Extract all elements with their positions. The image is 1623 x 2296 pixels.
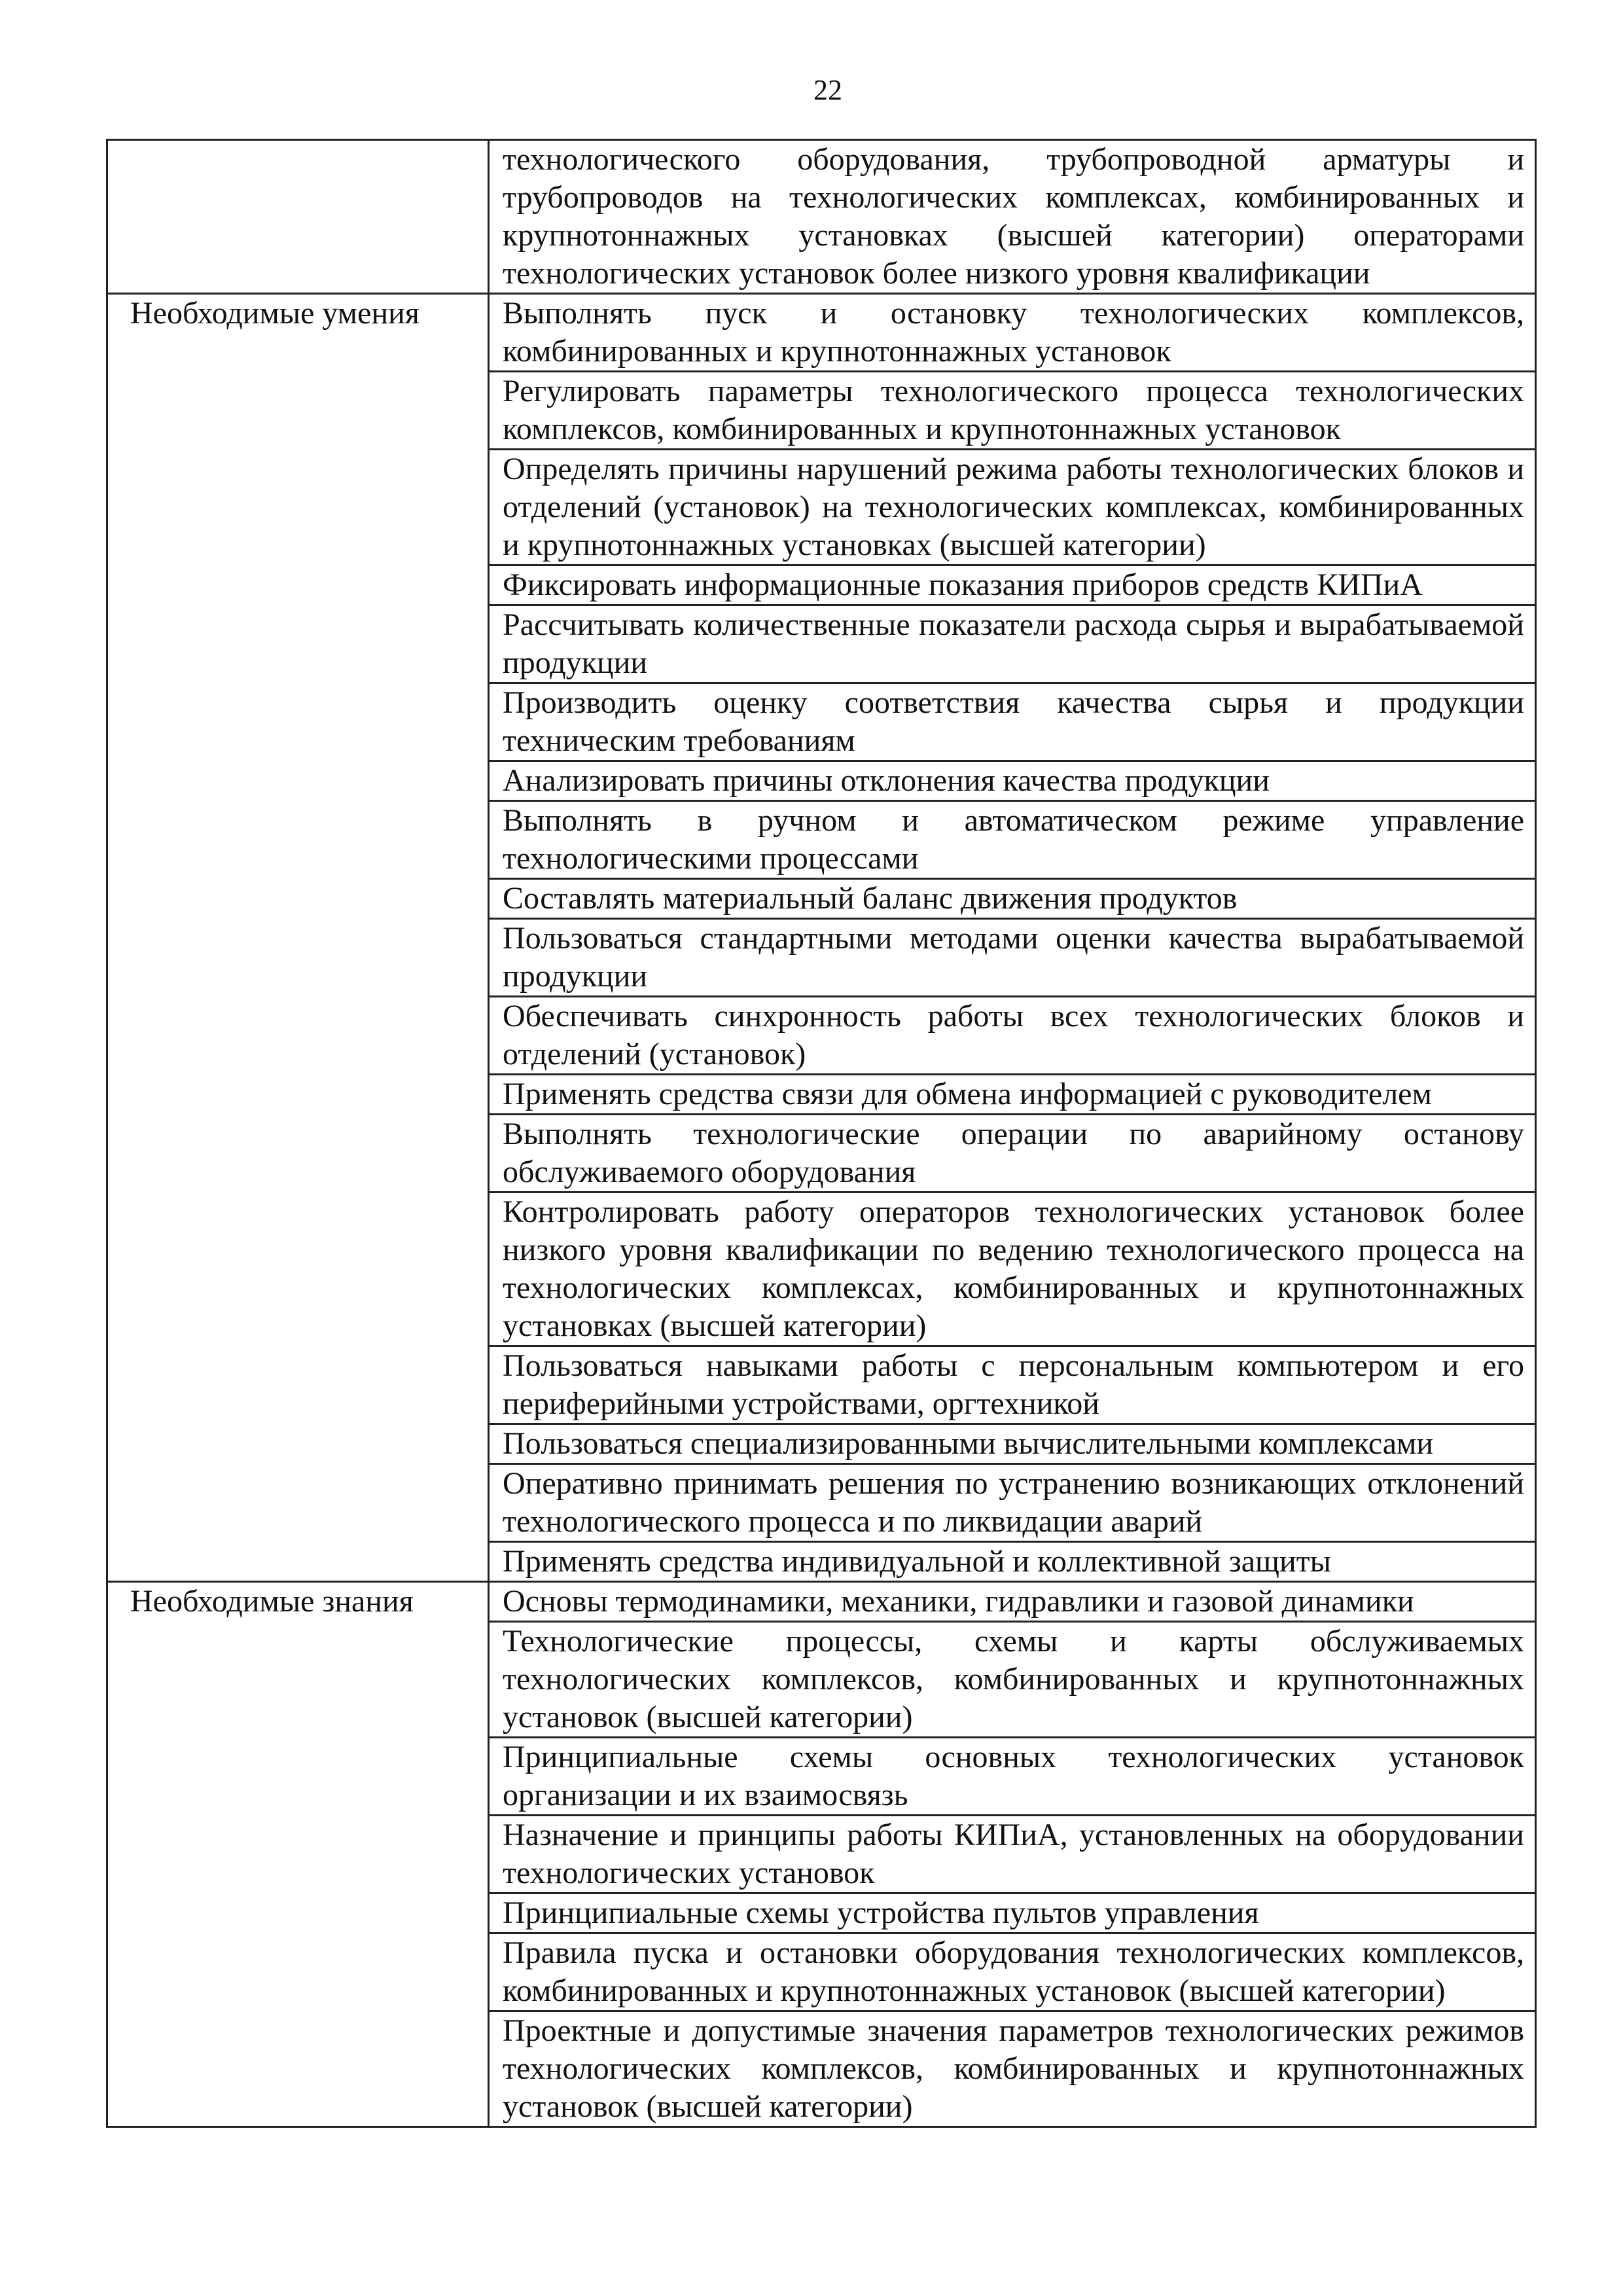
row-text: Выполнять в ручном и автоматическом режиме управление технологическими процессами <box>489 801 1536 879</box>
table-row <box>107 1893 1536 1933</box>
table-row <box>107 1424 1536 1464</box>
table-row <box>107 683 1536 761</box>
row-label <box>107 761 489 801</box>
row-text: Применять средства индивидуальной и коллективной защиты <box>489 1542 1536 1582</box>
row-label <box>107 450 489 565</box>
table-row <box>107 997 1536 1075</box>
row-label <box>107 997 489 1075</box>
row-label <box>107 1738 489 1816</box>
table-row <box>107 450 1536 565</box>
row-text: Выполнять технологические операции по аварийному останову обслуживаемого оборудования <box>489 1115 1536 1193</box>
table-row <box>107 1075 1536 1115</box>
row-label <box>107 1115 489 1193</box>
row-text: Рассчитывать количественные показатели расхода сырья и вырабатываемой продукции <box>489 605 1536 683</box>
table-row <box>107 761 1536 801</box>
row-label <box>107 140 489 294</box>
table-row <box>107 1933 1536 2011</box>
table-row <box>107 1464 1536 1542</box>
row-text: Оперативно принимать решения по устранению возникающих отклонений технологического процесса и по ликвидации аварий <box>489 1464 1536 1542</box>
table-row <box>107 1542 1536 1582</box>
row-label: Необходимые знания <box>107 1582 489 1622</box>
row-text: Принципиальные схемы устройства пультов управления <box>489 1893 1536 1933</box>
row-text: технологического оборудования, трубопроводной арматуры и трубопроводов на технологических комплексах, комбинированных и крупнотоннажных установках (высшей категории) операторами технологических установок более низкого уровня квалификации <box>489 140 1536 294</box>
row-label <box>107 1933 489 2011</box>
row-text: Анализировать причины отклонения качества продукции <box>489 761 1536 801</box>
table-row <box>107 1582 1536 1622</box>
row-label <box>107 605 489 683</box>
row-text: Пользоваться навыками работы с персональным компьютером и его периферийными устройствами, оргтехникой <box>489 1346 1536 1424</box>
table-row <box>107 1193 1536 1346</box>
row-label <box>107 919 489 997</box>
row-label <box>107 1816 489 1893</box>
row-label <box>107 1542 489 1582</box>
table-row <box>107 140 1536 294</box>
table-row <box>107 879 1536 919</box>
row-text: Проектные и допустимые значения параметров технологических режимов технологических комплексов, комбинированных и крупнотоннажных установок (высшей категории) <box>489 2011 1536 2127</box>
row-text: Составлять материальный баланс движения продуктов <box>489 879 1536 919</box>
row-label <box>107 1622 489 1738</box>
row-text: Фиксировать информационные показания приборов средств КИПиА <box>489 565 1536 605</box>
table-row <box>107 1622 1536 1738</box>
row-label <box>107 1424 489 1464</box>
row-label <box>107 1075 489 1115</box>
row-text: Правила пуска и остановки оборудования технологических комплексов, комбинированных и крупнотоннажных установок (высшей категории) <box>489 1933 1536 2011</box>
row-text: Пользоваться специализированными вычислительными комплексами <box>489 1424 1536 1464</box>
row-label <box>107 1193 489 1346</box>
row-label: Необходимые умения <box>107 294 489 372</box>
row-text: Контролировать работу операторов технологических установок более низкого уровня квалификации по ведению технологического процесса на технологических комплексах, комбинированных и крупнотоннажных установках (высшей категории) <box>489 1193 1536 1346</box>
table-row <box>107 1346 1536 1424</box>
table-row <box>107 1738 1536 1816</box>
row-label <box>107 879 489 919</box>
requirements-table <box>106 139 1537 2128</box>
table-row <box>107 919 1536 997</box>
table-row <box>107 372 1536 450</box>
row-label <box>107 372 489 450</box>
table-row <box>107 605 1536 683</box>
row-label <box>107 1464 489 1542</box>
table-row <box>107 565 1536 605</box>
row-text: Применять средства связи для обмена информацией с руководителем <box>489 1075 1536 1115</box>
table-row <box>107 1115 1536 1193</box>
row-label <box>107 1893 489 1933</box>
table-row <box>107 801 1536 879</box>
row-text: Основы термодинамики, механики, гидравлики и газовой динамики <box>489 1582 1536 1622</box>
row-text: Выполнять пуск и остановку технологических комплексов, комбинированных и крупнотоннажных установок <box>489 294 1536 372</box>
row-label <box>107 1346 489 1424</box>
row-label <box>107 2011 489 2127</box>
table-row <box>107 1816 1536 1893</box>
page-number: 22 <box>813 74 842 106</box>
row-label <box>107 565 489 605</box>
row-text: Технологические процессы, схемы и карты обслуживаемых технологических комплексов, комбинированных и крупнотоннажных установок (высшей категории) <box>489 1622 1536 1738</box>
row-text: Принципиальные схемы основных технологических установок организации и их взаимосвязь <box>489 1738 1536 1816</box>
row-text: Назначение и принципы работы КИПиА, установленных на оборудовании технологических установок <box>489 1816 1536 1893</box>
row-label <box>107 683 489 761</box>
row-text: Регулировать параметры технологического процесса технологических комплексов, комбинированных и крупнотоннажных установок <box>489 372 1536 450</box>
row-text: Определять причины нарушений режима работы технологических блоков и отделений (установок) на технологических комплексах, комбинированных и крупнотоннажных установках (высшей категории) <box>489 450 1536 565</box>
row-label <box>107 801 489 879</box>
table-row <box>107 2011 1536 2127</box>
row-text: Пользоваться стандартными методами оценки качества вырабатываемой продукции <box>489 919 1536 997</box>
row-text: Обеспечивать синхронность работы всех технологических блоков и отделений (установок) <box>489 997 1536 1075</box>
row-text: Производить оценку соответствия качества сырья и продукции техническим требованиям <box>489 683 1536 761</box>
table-row <box>107 294 1536 372</box>
